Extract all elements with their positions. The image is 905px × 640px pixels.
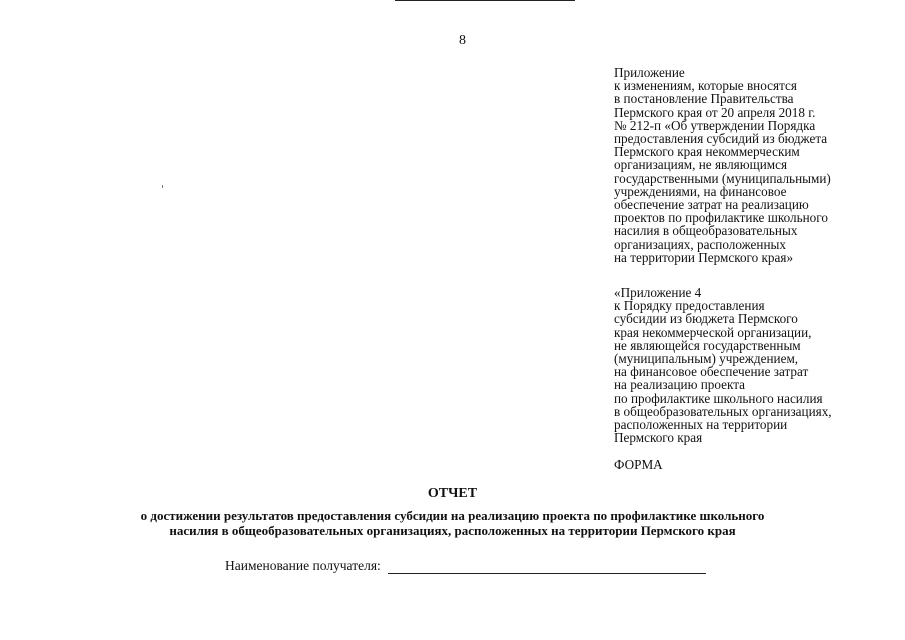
appendix-line: организациям, не являющимся (614, 157, 788, 173)
appendix4-line: на финансовое обеспечение затрат (614, 364, 809, 380)
top-rule (395, 0, 575, 1)
appendix-line: № 212-п «Об утверждении Порядка (614, 117, 816, 133)
page-number: 8 (459, 33, 466, 48)
appendix4-line: к Порядку предоставления (614, 298, 765, 314)
appendix4-line: не являющейся государственным (614, 337, 801, 353)
appendix-line: предоставления субсидий из бюджета (614, 131, 828, 147)
appendix4-line: расположенных на территории (614, 417, 788, 433)
recipient-name-field[interactable] (388, 559, 706, 574)
report-subtitle (0, 508, 905, 538)
report-title: ОТЧЕТ (427, 486, 478, 501)
report-subtitle-line: насилия в общеобразовательных организациях, расположенных на территории Пермского края (169, 523, 736, 538)
appendix-line: организациях, расположенных (614, 236, 786, 252)
appendix4-line: на реализацию проекта (614, 377, 746, 393)
appendix4-line: Пермского края (614, 430, 703, 446)
appendix-line: учреждениями, на финансовое (614, 183, 787, 199)
recipient-row (225, 558, 706, 574)
appendix-line: Пермского края от 20 апреля 2018 г. (614, 104, 816, 120)
appendix-line: обеспечение затрат на реализацию (614, 197, 809, 213)
appendix-line: на территории Пермского края» (614, 249, 794, 265)
appendix4-line: субсидии из бюджета Пермского (614, 311, 798, 327)
appendix-line: насилия в общеобразовательных (614, 223, 798, 239)
appendix4-line: по профилактике школьного насилия (614, 390, 823, 406)
appendix4-line: (муниципальным) учреждением, (614, 351, 799, 367)
form-label: ФОРМА (614, 457, 663, 472)
appendix-line: проектов по профилактике школьного (614, 210, 828, 226)
appendix-block (614, 66, 831, 264)
appendix-line: в постановление Правительства (614, 91, 794, 107)
appendix-line: государственными (муниципальными) (614, 170, 831, 186)
appendix4-line: края некоммерческой организации, (614, 324, 812, 340)
scan-speck (162, 185, 163, 188)
report-subtitle-line: о достижении результатов предоставления субсидии на реализацию проекта по профилактике школьного (140, 508, 765, 523)
appendix-line: Пермского края некоммерческим (614, 144, 800, 160)
appendix-line: к изменениям, которые вносятся (614, 78, 797, 94)
appendix-line: Приложение (614, 65, 685, 80)
appendix4-line: в общеобразовательных организациях, (614, 403, 832, 419)
recipient-label: Наименование получателя: (225, 558, 381, 573)
appendix4-line: «Приложение 4 (614, 285, 702, 300)
appendix4-block (614, 286, 832, 444)
